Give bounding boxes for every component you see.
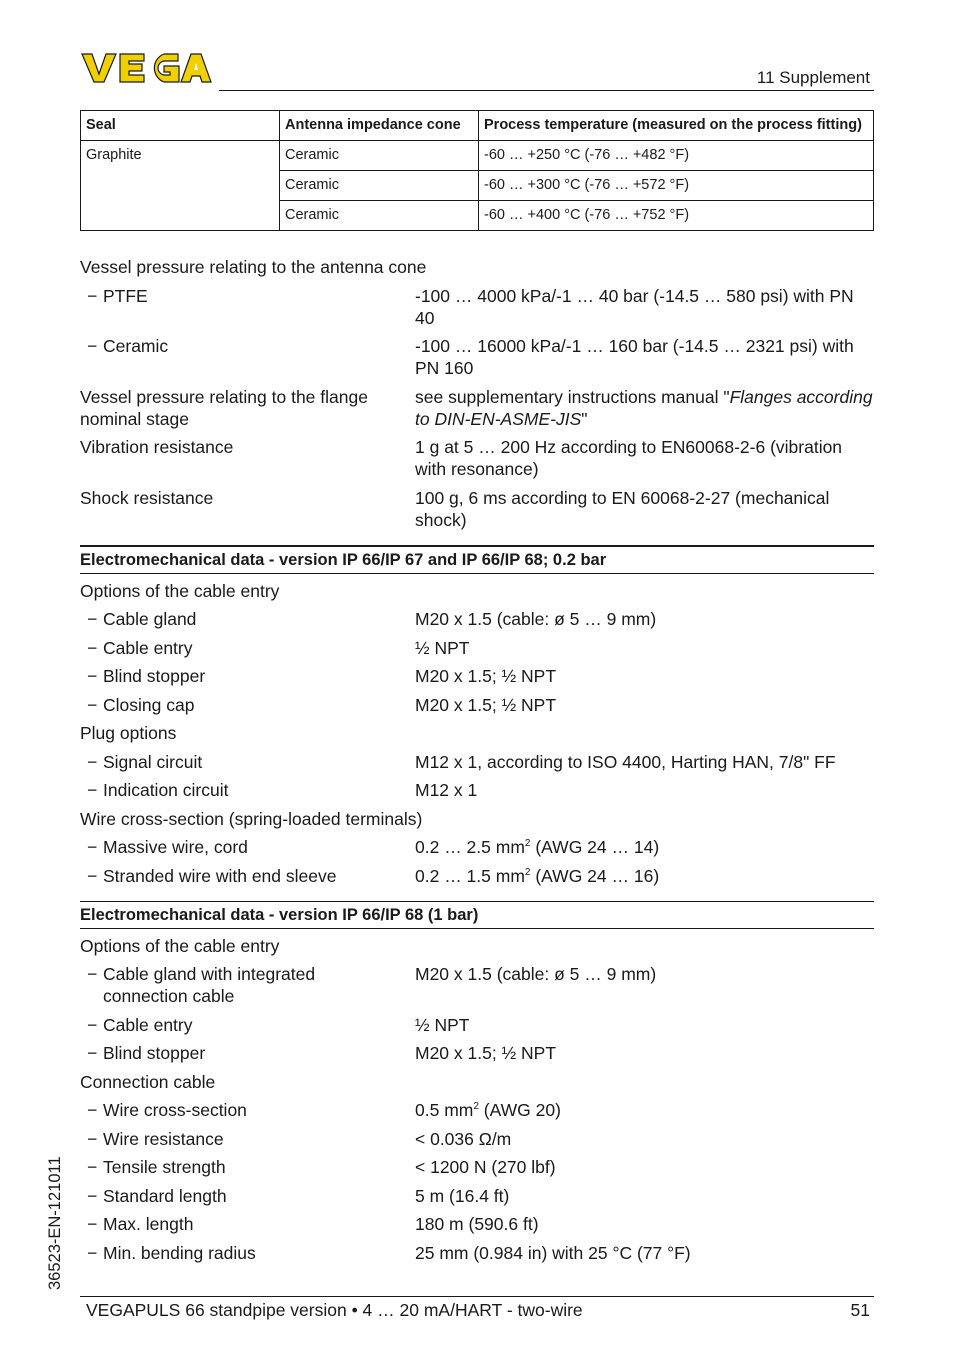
section-title: Electromechanical data - version IP 66/IP 68 (1 bar) [80,901,874,929]
spec-label: Closing cap [103,694,195,715]
value-text: 0.2 … 2.5 mm [415,837,525,857]
spec-group-title [80,256,874,278]
spec-value: < 0.036 Ω/m [415,1128,512,1149]
seal-table [80,110,874,231]
spec-label: Ceramic [103,336,169,356]
spec-list [80,256,874,1270]
spec-row [80,751,874,773]
table-cell-seal [81,171,280,201]
spec-row [80,963,874,1007]
spec-value: M20 x 1.5 (cable: ø 5 … 9 mm) [415,609,657,629]
group-title: Wire cross-section (spring-loaded terminals) [80,808,423,829]
spec-value: M20 x 1.5; ½ NPT [415,694,557,715]
dash-marker: − [87,837,98,857]
dash-marker: − [87,694,98,715]
spec-label: Vibration resistance [80,437,234,457]
footer-rule [80,1296,874,1297]
dash-marker: − [87,666,98,686]
value-text: (AWG 24 … 16) [530,865,660,886]
group-title: Connection cable [80,1071,216,1092]
dash-marker: − [87,1043,98,1063]
table-cell-cone: Ceramic [280,141,479,171]
column-header-temperature: Process temperature (measured on the process fitting) [479,111,874,141]
spec-value: ½ NPT [415,1014,470,1035]
spec-label: Min. bending radius [103,1242,256,1263]
table-row [81,141,874,171]
spec-value: 25 mm (0.984 in) with 25 °C (77 °F) [415,1242,691,1263]
dash-marker: − [87,1100,98,1120]
value-text: (AWG 20) [478,1100,561,1120]
header-rule [219,90,874,91]
spec-label: Indication circuit [103,780,229,800]
spec-value: < 1200 N (270 lbf) [415,1157,556,1177]
spec-label: Wire cross-section [103,1100,247,1120]
section-title: Electromechanical data - version IP 66/IP 67 and IP 66/IP 68; 0.2 bar [80,545,874,574]
spec-label: Shock resistance [80,487,214,508]
spec-row [80,694,874,716]
page-number: 51 [850,1300,870,1320]
superscript: 2 [524,866,531,878]
spec-label: Standard length [103,1185,227,1206]
spec-row [80,1242,874,1264]
spec-value [415,836,874,858]
spec-value: ½ NPT [415,637,470,658]
spec-value [415,865,874,887]
superscript: 2 [473,1101,479,1112]
column-header-cone: Antenna impedance cone [280,111,479,141]
dash-marker: − [87,285,98,306]
value-text: 0.5 mm [415,1100,474,1120]
dash-marker: − [87,609,98,629]
dash-marker: − [87,964,98,984]
dash-marker: − [87,1185,98,1206]
spec-label: Massive wire, cord [103,837,248,857]
spec-label: Max. length [103,1214,194,1234]
spec-label: Cable gland [103,609,197,629]
spec-row [80,1213,874,1235]
spec-label: PTFE [103,285,148,306]
group-title: Options of the cable entry [80,580,280,601]
spec-value: 1 g at 5 … 200 Hz according to EN60068-2-6 (vibration with resonance) [415,437,843,479]
superscript: 2 [524,838,531,849]
table-cell-seal [81,201,280,231]
table-header-row [81,111,874,141]
spec-value: 100 g, 6 ms according to EN 60068-2-27 (mechanical shock) [415,487,830,530]
spec-group-title [80,808,874,830]
spec-value [415,386,874,430]
spec-value: -100 … 4000 kPa/-1 … 40 bar (-14.5 … 580 psi) with PN 40 [415,285,854,328]
spec-row [80,487,874,531]
flange-value-quote: " [581,408,588,429]
table-cell-temperature: -60 … +250 °C (-76 … +482 °F) [479,141,874,171]
footer-title: VEGAPULS 66 standpipe version • 4 … 20 mA/HART - two-wire [86,1300,583,1320]
dash-marker: − [87,336,98,356]
spec-value [415,1099,874,1121]
spec-label: Signal circuit [103,751,203,772]
spec-row [80,1042,874,1064]
dash-marker: − [87,1214,98,1234]
document-code: 36523-EN-121011 [46,1156,64,1290]
spec-group-title [80,580,874,602]
spec-label: Vessel pressure relating to the flange nominal stage [80,386,368,429]
spec-row [80,665,874,687]
spec-row [80,608,874,630]
spec-value: 180 m (590.6 ft) [415,1214,539,1234]
section-header: 11 Supplement [756,68,870,87]
flange-value-text: see supplementary instructions manual " [415,386,730,407]
pressure-title: Vessel pressure relating to the antenna cone [80,257,427,277]
table-cell-cone: Ceramic [280,201,479,231]
spec-row [80,865,874,887]
dash-marker: − [87,751,98,772]
dash-marker: − [87,1242,98,1263]
spec-row [80,637,874,659]
spec-label: Wire resistance [103,1128,224,1149]
spec-value: M20 x 1.5; ½ NPT [415,666,557,686]
table-cell-cone: Ceramic [280,171,479,201]
spec-value: M20 x 1.5; ½ NPT [415,1043,557,1063]
dash-marker: − [87,637,98,658]
column-header-seal: Seal [81,111,280,141]
dash-marker: − [87,780,98,800]
spec-value: -100 … 16000 kPa/-1 … 160 bar (-14.5 … 2321 psi) with PN 160 [415,336,854,378]
dash-marker: − [87,1128,98,1149]
spec-label: Tensile strength [103,1157,226,1177]
spec-group-title [80,722,874,744]
table-row [81,171,874,201]
table-row [81,201,874,231]
spec-label: Cable gland with integrated connection cable [103,964,316,1006]
dash-marker: − [87,1157,98,1177]
group-title: Options of the cable entry [80,935,280,956]
spec-group-title [80,935,874,957]
spec-value: M12 x 1 [415,780,478,800]
spec-row [80,1099,874,1121]
spec-value: M12 x 1, according to ISO 4400, Harting HAN, 7/8" FF [415,751,836,772]
group-title: Plug options [80,723,177,743]
spec-label: Cable entry [103,637,193,658]
spec-label: Blind stopper [103,666,206,686]
table-cell-temperature: -60 … +300 °C (-76 … +572 °F) [479,171,874,201]
spec-label: Blind stopper [103,1043,206,1063]
spec-row [80,1185,874,1207]
spec-row [80,335,874,379]
value-text: (AWG 24 … 14) [530,837,660,857]
spec-value: 5 m (16.4 ft) [415,1185,510,1206]
spec-label: Stranded wire with end sleeve [103,865,337,886]
flange-manual-title: Flanges according to DIN-EN-ASME-JIS [415,386,873,429]
spec-row [80,1156,874,1178]
dash-marker: − [87,1014,98,1035]
table-cell-temperature: -60 … +400 °C (-76 … +752 °F) [479,201,874,231]
spec-group-title [80,1071,874,1093]
spec-row [80,1128,874,1150]
spec-row [80,436,874,480]
spec-row [80,285,874,329]
value-text: 0.2 … 1.5 mm [415,865,525,886]
dash-marker: − [87,865,98,886]
spec-value: M20 x 1.5 (cable: ø 5 … 9 mm) [415,964,657,984]
spec-label: Cable entry [103,1014,193,1035]
spec-row [80,836,874,858]
table-cell-seal: Graphite [81,141,280,171]
spec-row [80,1014,874,1036]
vega-logo [80,52,212,84]
spec-row [80,386,874,430]
spec-row [80,779,874,801]
